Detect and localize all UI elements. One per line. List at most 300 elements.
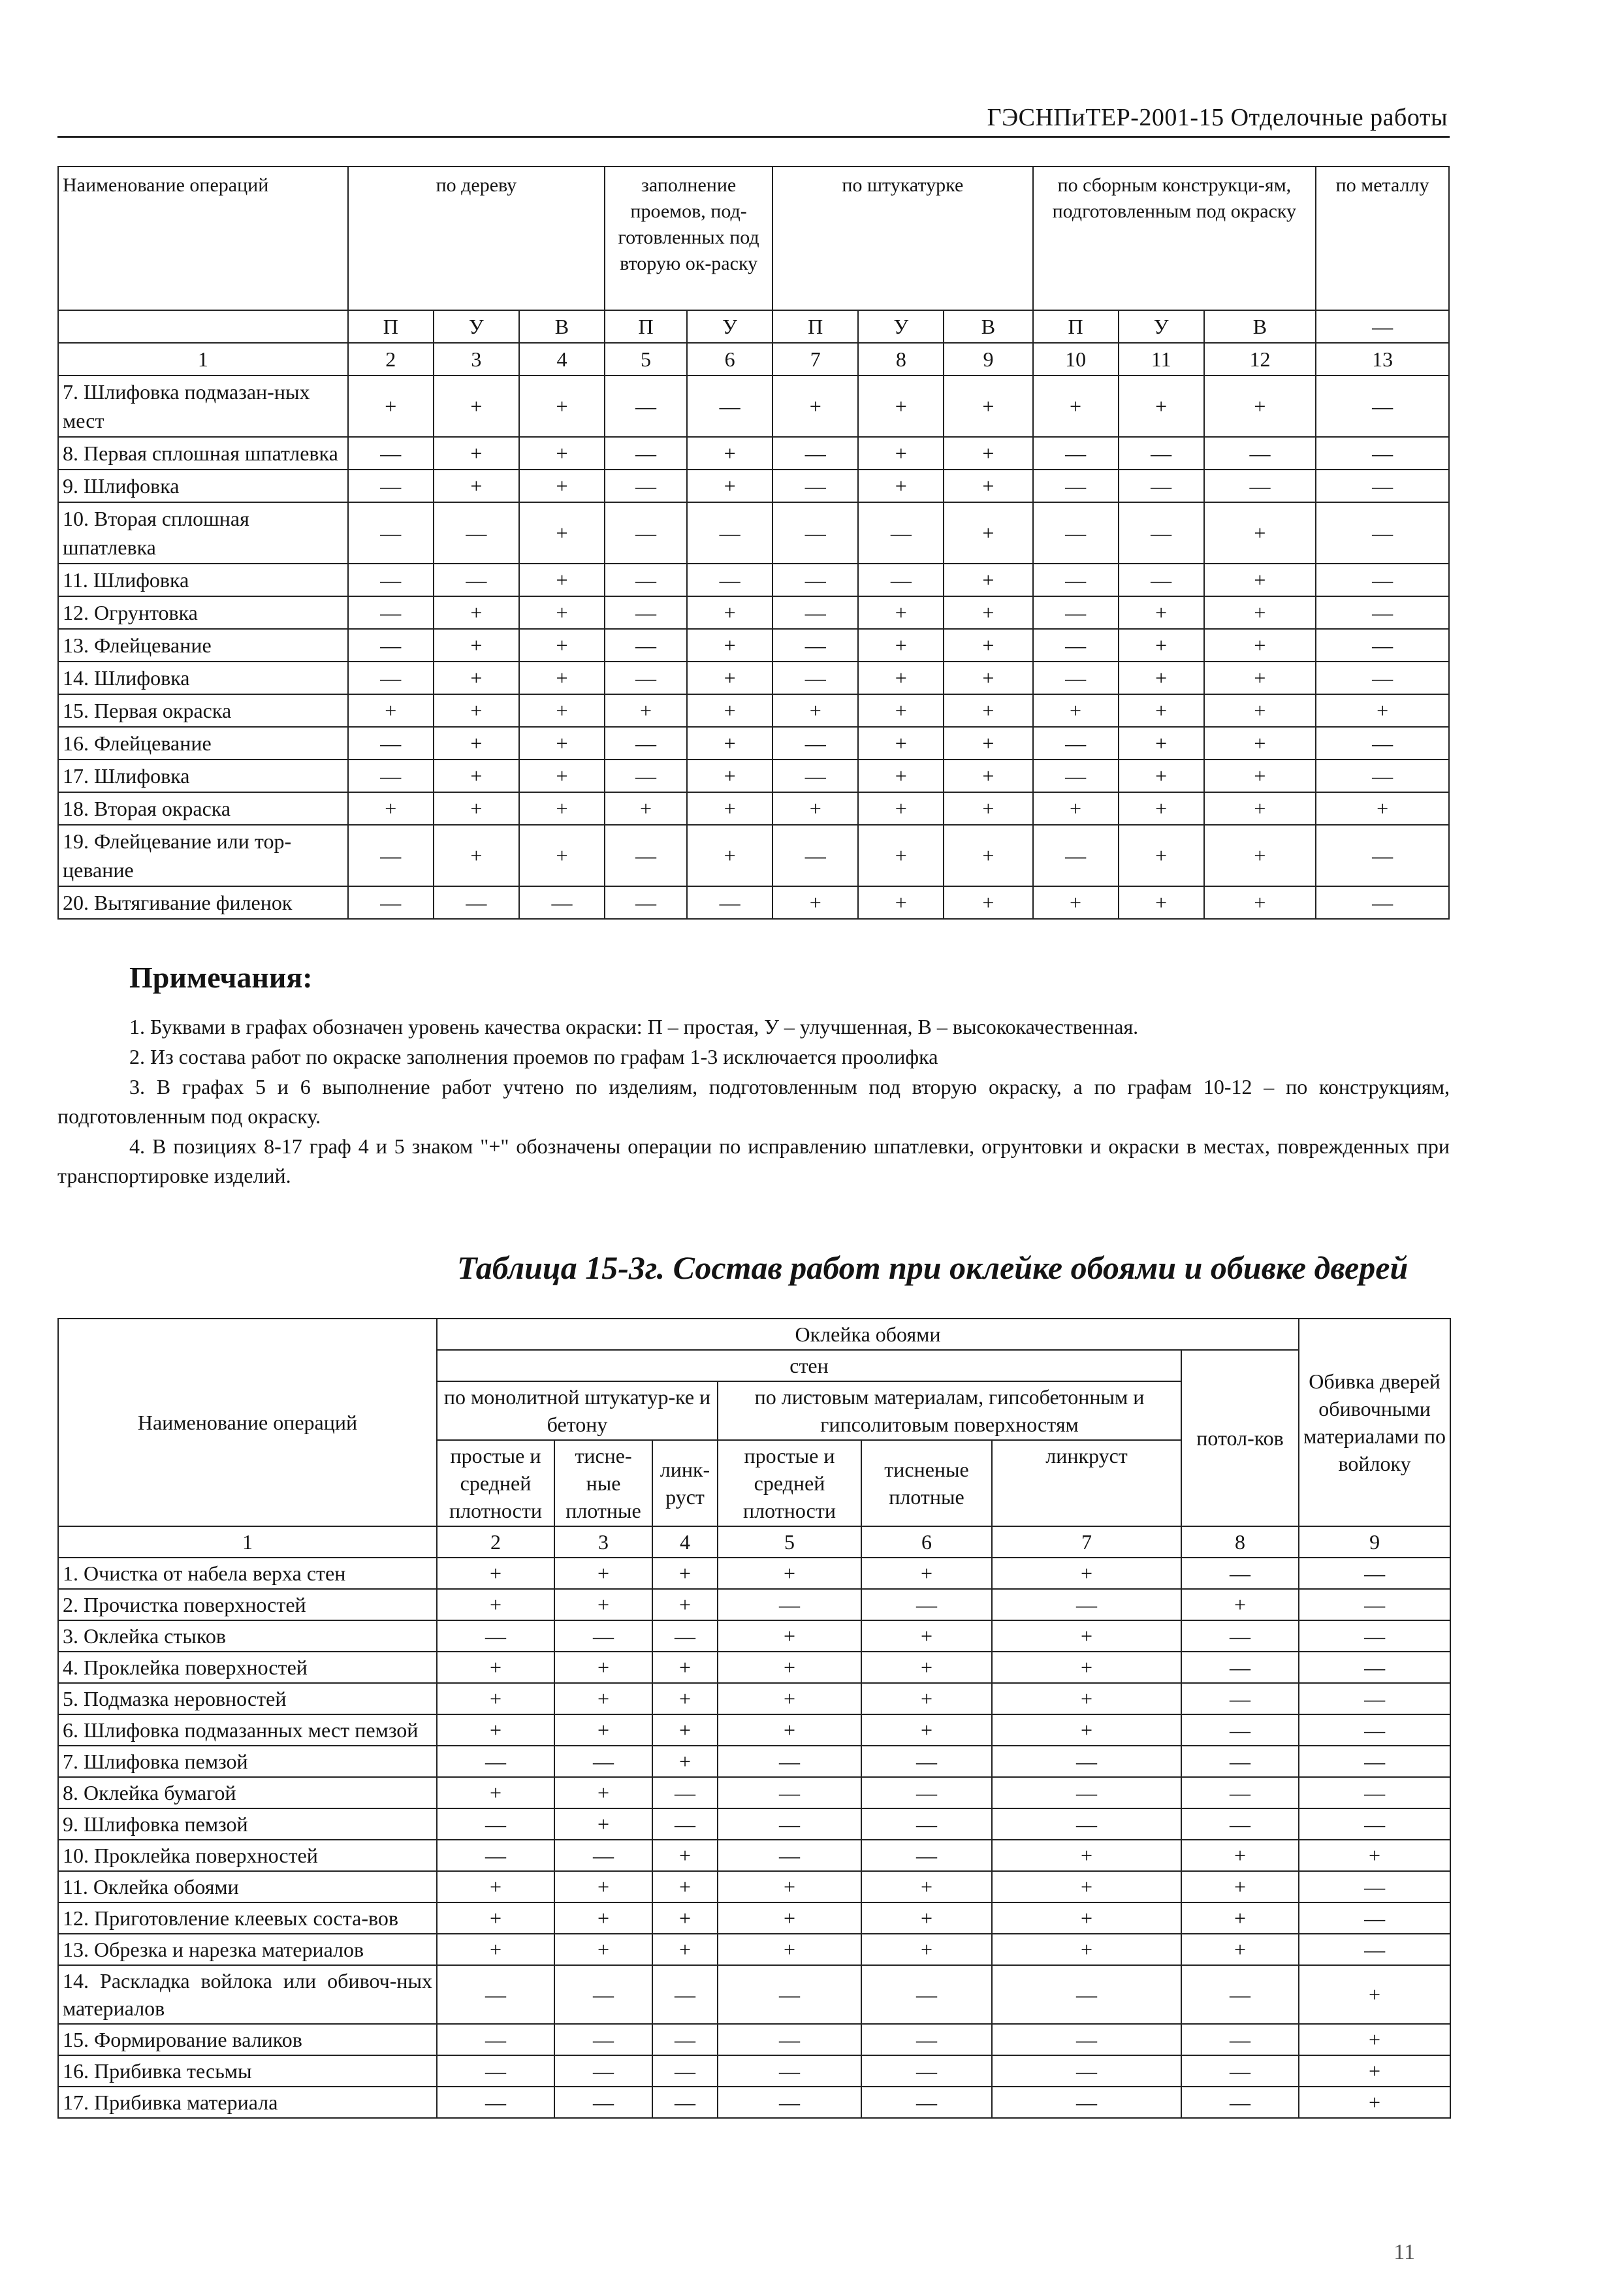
running-head: ГЭСНПиТЕР-2001-15 Отделочные работы xyxy=(987,104,1448,131)
table-cell: — xyxy=(1033,727,1119,760)
table-cell: + xyxy=(772,694,858,727)
t1-column-number: 4 xyxy=(519,343,605,376)
table-row xyxy=(58,792,1449,825)
table-cell: + xyxy=(1033,694,1119,727)
operation-name: 19. Флейцевание или тор-цевание xyxy=(58,825,348,886)
table-cell: — xyxy=(1033,437,1119,470)
table-cell: + xyxy=(718,1871,861,1902)
table-cell: — xyxy=(1299,1777,1450,1808)
table-cell: — xyxy=(348,502,434,564)
t1-quality-cell: В xyxy=(944,310,1032,343)
t1-column-number: 11 xyxy=(1119,343,1204,376)
table-cell: — xyxy=(1033,760,1119,792)
table-cell: — xyxy=(652,1620,718,1652)
table-cell: + xyxy=(652,1652,718,1683)
t2-header-walls: стен xyxy=(437,1350,1181,1381)
table-cell: + xyxy=(687,760,772,792)
table-cell: — xyxy=(1033,470,1119,502)
table-cell: — xyxy=(772,727,858,760)
table-cell: — xyxy=(605,596,687,629)
table-cell: + xyxy=(992,1620,1181,1652)
notes-list xyxy=(57,1012,1450,1191)
table-cell: + xyxy=(944,470,1032,502)
table-cell: + xyxy=(434,760,519,792)
table-cell: — xyxy=(348,437,434,470)
note-item: 4. В позициях 8-17 граф 4 и 5 знаком "+" обозначены операции по исправлению шпатлевки, огрунтовки и окраски в местах, поврежденных при транспортировке изделий. xyxy=(57,1134,1450,1187)
table-cell: + xyxy=(1204,629,1316,662)
table-cell: — xyxy=(1033,629,1119,662)
table-cell: + xyxy=(861,1558,992,1589)
table-cell: + xyxy=(687,727,772,760)
table-cell: — xyxy=(1316,502,1449,564)
table2-caption: Таблица 15-3г. Состав работ при оклейке обоями и обивке дверей xyxy=(457,1249,1409,1286)
table-cell: — xyxy=(605,760,687,792)
table-cell: + xyxy=(519,376,605,437)
wallpaper-operations-table xyxy=(57,1318,1451,2119)
table-cell: + xyxy=(348,792,434,825)
t2-header-embossed-a: тисне-ные плотные xyxy=(554,1440,652,1526)
t2-column-number: 3 xyxy=(554,1526,652,1558)
table-cell: — xyxy=(861,2087,992,2118)
table-cell: + xyxy=(861,1620,992,1652)
table-cell: + xyxy=(652,1714,718,1746)
table-cell: + xyxy=(944,662,1032,694)
table-cell: + xyxy=(687,694,772,727)
table-cell: + xyxy=(652,1934,718,1965)
table-cell: + xyxy=(554,1934,652,1965)
table-cell: — xyxy=(861,1589,992,1620)
table-cell: + xyxy=(858,596,944,629)
table-cell: + xyxy=(992,1714,1181,1746)
table-cell: — xyxy=(605,376,687,437)
table-cell: — xyxy=(437,2024,554,2055)
table-cell: + xyxy=(992,1683,1181,1714)
table-cell: — xyxy=(1299,1683,1450,1714)
t1-quality-cell: У xyxy=(858,310,944,343)
table-cell: + xyxy=(519,596,605,629)
table-cell: — xyxy=(992,1965,1181,2024)
table-cell: — xyxy=(437,1808,554,1840)
operation-name: 15. Первая окраска xyxy=(58,694,348,727)
table-cell: + xyxy=(1033,886,1119,919)
table-cell: + xyxy=(519,564,605,596)
table-row xyxy=(58,1808,1450,1840)
t2-column-number: 4 xyxy=(652,1526,718,1558)
table-cell: — xyxy=(772,760,858,792)
t2-header-embossed-b: тисненые плотные xyxy=(861,1440,992,1526)
table-cell: + xyxy=(944,760,1032,792)
table-cell: — xyxy=(437,2087,554,2118)
table-cell: — xyxy=(1119,470,1204,502)
table-cell: + xyxy=(554,1777,652,1808)
table-cell: — xyxy=(718,1746,861,1777)
table-cell: + xyxy=(437,1902,554,1934)
table-cell: — xyxy=(1316,596,1449,629)
table-row xyxy=(58,694,1449,727)
table-row xyxy=(58,727,1449,760)
table-cell: + xyxy=(858,376,944,437)
table-cell: — xyxy=(687,502,772,564)
table-cell: — xyxy=(687,564,772,596)
table-cell: + xyxy=(434,825,519,886)
table-cell: — xyxy=(1181,1808,1299,1840)
table-cell: — xyxy=(652,2087,718,2118)
table-cell: — xyxy=(434,564,519,596)
t2-header-ceilings: потол-ков xyxy=(1181,1350,1299,1526)
table-cell: + xyxy=(652,1871,718,1902)
t2-header-lincrusta-b: линкруст xyxy=(992,1440,1181,1526)
table-cell: + xyxy=(1204,662,1316,694)
table-cell: + xyxy=(652,1558,718,1589)
table-cell: — xyxy=(437,1746,554,1777)
t1-header-fill: заполнение проемов, под-готовленных под вторую ок-раску xyxy=(605,167,772,310)
t2-header-lincrusta-a: линк-руст xyxy=(652,1440,718,1526)
table-cell: — xyxy=(1299,1902,1450,1934)
table-cell: — xyxy=(652,1965,718,2024)
table-cell: — xyxy=(1316,564,1449,596)
table-cell: + xyxy=(1119,760,1204,792)
table-cell: + xyxy=(1299,1840,1450,1871)
table-cell: — xyxy=(861,1777,992,1808)
table-row xyxy=(58,437,1449,470)
table-cell: + xyxy=(718,1683,861,1714)
t1-quality-cell: П xyxy=(1033,310,1119,343)
t1-quality-cell: В xyxy=(1204,310,1316,343)
table-cell: — xyxy=(1204,437,1316,470)
table-cell: — xyxy=(605,886,687,919)
t1-header-assembled: по сборным конструкци-ям, подготовленным под окраску xyxy=(1033,167,1316,310)
table-cell: + xyxy=(992,1558,1181,1589)
table-cell: — xyxy=(1119,502,1204,564)
table-cell: + xyxy=(718,1902,861,1934)
table-cell: + xyxy=(434,694,519,727)
table-cell: — xyxy=(1181,1683,1299,1714)
table-cell: — xyxy=(772,662,858,694)
table-cell: + xyxy=(1204,564,1316,596)
t1-column-number: 10 xyxy=(1033,343,1119,376)
table-cell: + xyxy=(718,1558,861,1589)
table-cell: + xyxy=(554,1683,652,1714)
table-cell: + xyxy=(944,886,1032,919)
table-cell: — xyxy=(554,2024,652,2055)
table-cell: + xyxy=(772,886,858,919)
table-cell: — xyxy=(652,2024,718,2055)
table-cell: + xyxy=(519,437,605,470)
operation-name: 8. Первая сплошная шпатлевка xyxy=(58,437,348,470)
table-cell: + xyxy=(687,470,772,502)
table-cell: + xyxy=(434,662,519,694)
t1-quality-row xyxy=(58,310,1449,343)
table-cell: + xyxy=(519,760,605,792)
table-row xyxy=(58,1652,1450,1683)
table-row xyxy=(58,886,1449,919)
table-cell: — xyxy=(718,2024,861,2055)
table-cell: — xyxy=(1119,437,1204,470)
table-row xyxy=(58,1965,1450,2024)
table-cell: + xyxy=(554,1808,652,1840)
table-cell: — xyxy=(1299,1589,1450,1620)
t1-quality-cell: В xyxy=(519,310,605,343)
operation-name: 12. Приготовление клеевых соста-вов xyxy=(58,1902,437,1934)
table-cell: — xyxy=(1299,1871,1450,1902)
table-cell: — xyxy=(772,596,858,629)
table-cell: + xyxy=(437,1714,554,1746)
table-cell: + xyxy=(1204,694,1316,727)
t1-quality-cell: — xyxy=(1316,310,1449,343)
table-cell: + xyxy=(1204,376,1316,437)
table-cell: — xyxy=(1316,662,1449,694)
table-cell: — xyxy=(1316,437,1449,470)
operation-name: 8. Оклейка бумагой xyxy=(58,1777,437,1808)
table-cell: + xyxy=(718,1714,861,1746)
t1-column-number: 13 xyxy=(1316,343,1449,376)
table-cell: + xyxy=(1204,760,1316,792)
t2-column-number: 9 xyxy=(1299,1526,1450,1558)
t2-column-number: 8 xyxy=(1181,1526,1299,1558)
table-cell: — xyxy=(718,1965,861,2024)
table-row xyxy=(58,1558,1450,1589)
table-cell: + xyxy=(861,1683,992,1714)
table-cell: + xyxy=(1119,596,1204,629)
table-cell: + xyxy=(437,1558,554,1589)
table-cell: — xyxy=(772,502,858,564)
table-cell: — xyxy=(718,1808,861,1840)
page-number: 11 xyxy=(1393,2240,1415,2264)
table-cell: — xyxy=(992,1777,1181,1808)
table-cell: — xyxy=(1316,886,1449,919)
table-cell: + xyxy=(554,1871,652,1902)
table-cell: + xyxy=(1316,792,1449,825)
table-cell: + xyxy=(687,596,772,629)
t2-header-simple-b: простые и средней плотности xyxy=(718,1440,861,1526)
table-cell: — xyxy=(1316,629,1449,662)
table-cell: — xyxy=(605,727,687,760)
t2-header-monolithic: по монолитной штукатур-ке и бетону xyxy=(437,1381,718,1440)
table-cell: + xyxy=(687,825,772,886)
t2-header-wallpaper: Оклейка обоями xyxy=(437,1319,1299,1350)
t2-header-simple-a: простые и средней плотности xyxy=(437,1440,554,1526)
table-cell: + xyxy=(554,1558,652,1589)
table-row xyxy=(58,470,1449,502)
table-cell: + xyxy=(718,1652,861,1683)
table-cell: + xyxy=(772,376,858,437)
table-cell: + xyxy=(554,1589,652,1620)
table-row xyxy=(58,564,1449,596)
table-row xyxy=(58,376,1449,437)
table-cell: — xyxy=(1033,502,1119,564)
operation-name: 7. Шлифовка пемзой xyxy=(58,1746,437,1777)
table-cell: + xyxy=(687,662,772,694)
table-cell: — xyxy=(1316,470,1449,502)
t1-column-numbers-row xyxy=(58,343,1449,376)
table-cell: + xyxy=(1181,1840,1299,1871)
table-cell: — xyxy=(1181,1777,1299,1808)
table-row xyxy=(58,1934,1450,1965)
table-cell: + xyxy=(519,470,605,502)
table-cell: + xyxy=(861,1934,992,1965)
table-cell: — xyxy=(437,1965,554,2024)
table-cell: — xyxy=(1181,1746,1299,1777)
table-cell: + xyxy=(1204,792,1316,825)
operation-name: 14. Шлифовка xyxy=(58,662,348,694)
table-cell: + xyxy=(1181,1589,1299,1620)
table-cell: — xyxy=(858,502,944,564)
table-row xyxy=(58,1840,1450,1871)
operation-name: 1. Очистка от набела верха стен xyxy=(58,1558,437,1589)
table-cell: — xyxy=(554,1620,652,1652)
table-row xyxy=(58,1902,1450,1934)
table-cell: — xyxy=(348,596,434,629)
table-row xyxy=(58,1714,1450,1746)
operation-name: 6. Шлифовка подмазанных мест пемзой xyxy=(58,1714,437,1746)
table-cell: — xyxy=(348,629,434,662)
table-cell: — xyxy=(348,886,434,919)
table-cell: + xyxy=(434,596,519,629)
table-cell: — xyxy=(1204,470,1316,502)
table-cell: + xyxy=(992,1934,1181,1965)
table-cell: + xyxy=(437,1589,554,1620)
operation-name: 13. Флейцевание xyxy=(58,629,348,662)
table-cell: + xyxy=(1119,662,1204,694)
table-cell: + xyxy=(652,1589,718,1620)
table-cell: + xyxy=(861,1652,992,1683)
table-cell: — xyxy=(554,2087,652,2118)
table-cell: + xyxy=(1299,2087,1450,2118)
table-cell: + xyxy=(718,1934,861,1965)
table-cell: + xyxy=(944,792,1032,825)
table-cell: + xyxy=(1033,792,1119,825)
table-cell: — xyxy=(554,1746,652,1777)
table-cell: + xyxy=(1119,376,1204,437)
table-cell: — xyxy=(1181,1620,1299,1652)
table-cell: — xyxy=(437,1620,554,1652)
table-row xyxy=(58,1777,1450,1808)
table-row xyxy=(58,2024,1450,2055)
table-cell: + xyxy=(519,825,605,886)
operation-name: 3. Оклейка стыков xyxy=(58,1620,437,1652)
operation-name: 9. Шлифовка пемзой xyxy=(58,1808,437,1840)
table-cell: — xyxy=(348,825,434,886)
table-cell: — xyxy=(652,1777,718,1808)
table-cell: — xyxy=(605,564,687,596)
t2-column-number: 2 xyxy=(437,1526,554,1558)
t1-sub-blank xyxy=(58,310,348,343)
table-cell: — xyxy=(1299,1808,1450,1840)
table-cell: + xyxy=(944,376,1032,437)
table-cell: + xyxy=(519,727,605,760)
t2-column-number: 5 xyxy=(718,1526,861,1558)
t1-column-number: 5 xyxy=(605,343,687,376)
table-row xyxy=(58,2087,1450,2118)
t1-quality-cell: У xyxy=(687,310,772,343)
table-cell: + xyxy=(434,437,519,470)
table-cell: — xyxy=(861,1965,992,2024)
table-cell: + xyxy=(434,376,519,437)
t1-column-number: 7 xyxy=(772,343,858,376)
operation-name: 16. Прибивка тесьмы xyxy=(58,2055,437,2087)
table-cell: — xyxy=(861,1746,992,1777)
t2-header-name: Наименование операций xyxy=(58,1319,437,1526)
t1-column-number: 1 xyxy=(58,343,348,376)
table-cell: — xyxy=(1181,1558,1299,1589)
table-cell: — xyxy=(1299,1652,1450,1683)
table-cell: — xyxy=(1181,1652,1299,1683)
table-cell: + xyxy=(519,792,605,825)
table-cell: + xyxy=(437,1683,554,1714)
table-cell: + xyxy=(861,1714,992,1746)
operation-name: 10. Проклейка поверхностей xyxy=(58,1840,437,1871)
operation-name: 2. Прочистка поверхностей xyxy=(58,1589,437,1620)
operation-name: 10. Вторая сплошная шпатлевка xyxy=(58,502,348,564)
notes-heading: Примечания: xyxy=(129,961,313,994)
operation-name: 14. Раскладка войлока или обивоч-ных материалов xyxy=(58,1965,437,2024)
t1-quality-cell: П xyxy=(348,310,434,343)
table-cell: — xyxy=(718,2055,861,2087)
operation-name: 17. Шлифовка xyxy=(58,760,348,792)
note-item: 2. Из состава работ по окраске заполнения проемов по графам 1-3 исключается проолифка xyxy=(129,1045,938,1068)
table-row xyxy=(58,596,1449,629)
table-cell: + xyxy=(348,376,434,437)
table-cell: — xyxy=(772,437,858,470)
table-cell: + xyxy=(858,629,944,662)
t2-header-doors: Обивка дверей обивочными материалами по войлоку xyxy=(1299,1319,1450,1526)
table-cell: + xyxy=(944,825,1032,886)
table-cell: — xyxy=(348,662,434,694)
table-cell: + xyxy=(1119,825,1204,886)
t1-header-metal: по металлу xyxy=(1316,167,1449,310)
table-cell: — xyxy=(861,1808,992,1840)
t2-column-number: 1 xyxy=(58,1526,437,1558)
table-cell: + xyxy=(861,1871,992,1902)
table-cell: — xyxy=(992,2087,1181,2118)
table-cell: + xyxy=(718,1620,861,1652)
table-cell: — xyxy=(718,2087,861,2118)
table-cell: — xyxy=(992,1808,1181,1840)
operation-name: 18. Вторая окраска xyxy=(58,792,348,825)
table-cell: + xyxy=(437,1777,554,1808)
table-cell: + xyxy=(1119,727,1204,760)
table-cell: — xyxy=(605,825,687,886)
table-cell: — xyxy=(861,2055,992,2087)
table-cell: — xyxy=(1181,2087,1299,2118)
t1-quality-cell: П xyxy=(605,310,687,343)
table-cell: — xyxy=(992,2055,1181,2087)
table-cell: — xyxy=(718,1589,861,1620)
table-cell: + xyxy=(687,792,772,825)
table-cell: — xyxy=(1299,1746,1450,1777)
table-cell: + xyxy=(944,596,1032,629)
table-cell: — xyxy=(1033,662,1119,694)
table-cell: — xyxy=(772,629,858,662)
table-cell: + xyxy=(519,502,605,564)
table-cell: — xyxy=(554,1965,652,2024)
table-cell: + xyxy=(858,437,944,470)
table-cell: — xyxy=(348,564,434,596)
table-cell: + xyxy=(437,1934,554,1965)
operation-name: 4. Проклейка поверхностей xyxy=(58,1652,437,1683)
t1-quality-cell: П xyxy=(772,310,858,343)
table-cell: — xyxy=(1033,596,1119,629)
table-cell: — xyxy=(554,1840,652,1871)
table-row xyxy=(58,2055,1450,2087)
operation-name: 7. Шлифовка подмазан-ных мест xyxy=(58,376,348,437)
t2-column-number: 7 xyxy=(992,1526,1181,1558)
table-cell: + xyxy=(1119,792,1204,825)
table-cell: — xyxy=(434,502,519,564)
table-cell: + xyxy=(858,886,944,919)
table-cell: — xyxy=(772,564,858,596)
table-cell: + xyxy=(348,694,434,727)
